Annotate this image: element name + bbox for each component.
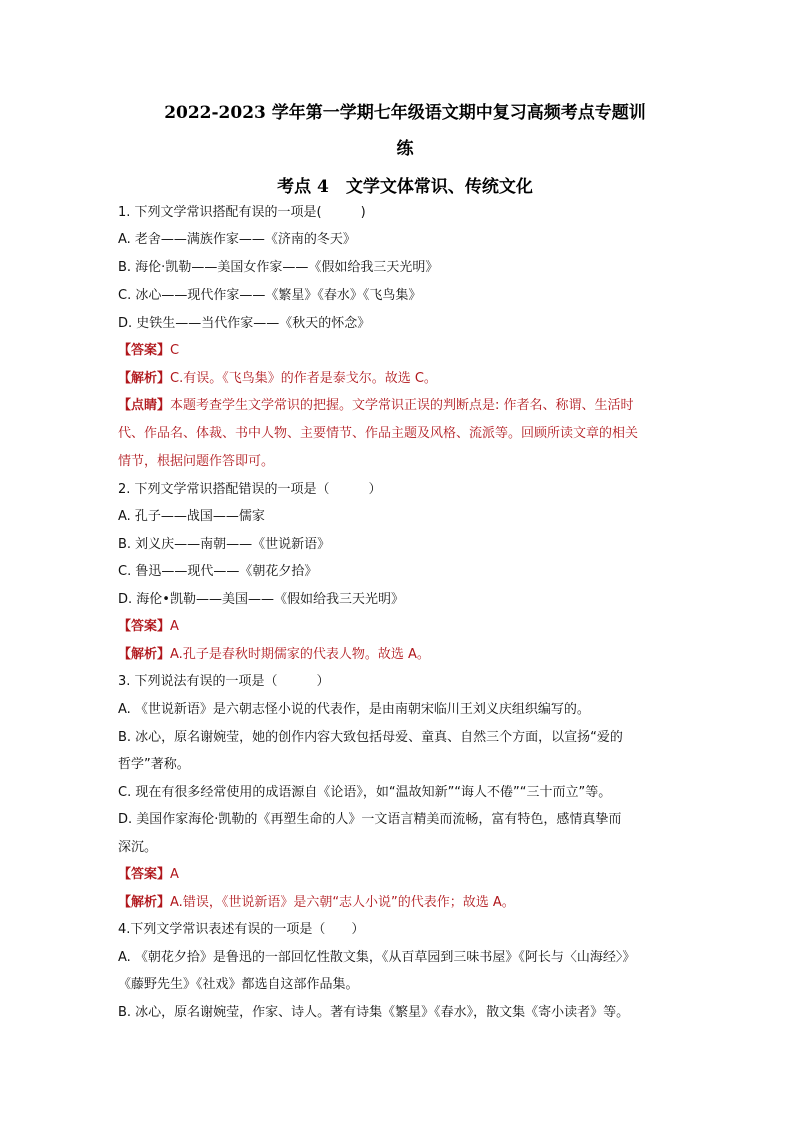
answer-tag: 【答案】	[118, 619, 171, 634]
question-2-stem: 2. 下列文学常识搭配错误的一项是（ ）	[118, 482, 382, 497]
analysis-text: A.错误，《世说新语》是六朝“志人小说”的代表作；故选 A。	[170, 895, 515, 910]
question-3-option-d-line-1: D. 美国作家海伦·凯勒的《再塑生命的人》一文语言精美而流畅，富有特色，感情真挚而	[118, 812, 622, 827]
question-1-option-c: C. 冰心——现代作家——《繁星》《春水》《飞鸟集》	[118, 288, 422, 303]
answer-value: A	[170, 619, 179, 634]
analysis-tag: 【解析】	[118, 895, 171, 910]
question-3-option-b-line-2: 哲学”著称。	[118, 757, 190, 772]
answer-value: C	[170, 343, 180, 358]
question-3-option-c: C. 现在有很多经常使用的成语源自《论语》，如“温故知新”“诲人不倦”“三十而立”等。	[118, 785, 612, 800]
question-1-stem: 1. 下列文学常识搭配有误的一项是( )	[118, 205, 366, 220]
section-title: 考点 4 文学文体常识、传统文化	[277, 177, 533, 197]
analysis-text: C.有误。《飞鸟集》的作者是泰戈尔。故选 C。	[170, 371, 437, 386]
question-1-comment-line-1	[118, 397, 692, 415]
question-2-option-a: A. 孔子——战国——儒家	[118, 509, 265, 524]
question-4-stem: 4.下列文学常识表述有误的一项是（ ）	[118, 922, 365, 937]
question-1-option-d: D. 史铁生——当代作家——《秋天的怀念》	[118, 316, 371, 331]
document-title-line-1: 2022-2023 学年第一学期七年级语文期中复习高频考点专题训	[164, 103, 646, 123]
question-3-answer	[118, 866, 692, 884]
question-1-analysis	[118, 370, 692, 388]
question-4-option-b: B. 冰心，原名谢婉莹，作家、诗人。著有诗集《繁星》《春水》，散文集《寄小读者》等。	[118, 1005, 630, 1020]
comment-tag: 【点睛】	[118, 398, 171, 413]
answer-value: A	[170, 867, 179, 882]
analysis-tag: 【解析】	[118, 647, 171, 662]
question-1-option-b: B. 海伦·凯勒——美国女作家——《假如给我三天光明》	[118, 260, 439, 275]
question-1-comment-line-2: 代、作品名、体裁、书中人物、主要情节、作品主题及风格、流派等。回顾所读文章的相关	[118, 426, 639, 441]
document-title-line-2: 练	[396, 139, 414, 159]
question-4-option-a-line-1: A. 《朝花夕拾》是鲁迅的一部回忆性散文集，《从百草园到三味书屋》《阿长与〈山海经〉》	[118, 950, 636, 965]
question-2-analysis	[118, 646, 692, 664]
question-4-option-a-line-2: 《藤野先生》《社戏》都选自这部作品集。	[118, 977, 359, 992]
question-1-option-a: A. 老舍——满族作家——《济南的冬天》	[118, 232, 356, 247]
analysis-text: A.孔子是春秋时期儒家的代表人物。故选 A。	[170, 647, 430, 662]
answer-tag: 【答案】	[118, 867, 171, 882]
comment-text: 本题考查学生文学常识的把握。文学常识正误的判断点是: 作者名、称谓、生活时	[170, 398, 634, 413]
question-2-option-c: C. 鲁迅——现代——《朝花夕拾》	[118, 564, 318, 579]
question-3-stem: 3. 下列说法有误的一项是（ ）	[118, 674, 330, 689]
question-1-answer	[118, 342, 692, 360]
question-3-analysis	[118, 894, 692, 912]
question-3-option-a: A. 《世说新语》是六朝志怪小说的代表作，是由南朝宋临川王刘义庆组织编写的。	[118, 702, 590, 717]
question-3-option-d-line-2: 深沉。	[118, 840, 158, 855]
question-1-comment-line-3: 情节，根据问题作答即可。	[118, 454, 275, 469]
analysis-tag: 【解析】	[118, 371, 171, 386]
question-2-answer	[118, 618, 692, 636]
answer-tag: 【答案】	[118, 343, 171, 358]
question-3-option-b-line-1: B. 冰心，原名谢婉莹，她的创作内容大致包括母爱、童真、自然三个方面，以宣扬“爱的	[118, 730, 623, 745]
question-2-option-b: B. 刘义庆——南朝——《世说新语》	[118, 537, 331, 552]
question-2-option-d: D. 海伦•凯勒——美国——《假如给我三天光明》	[118, 592, 404, 607]
